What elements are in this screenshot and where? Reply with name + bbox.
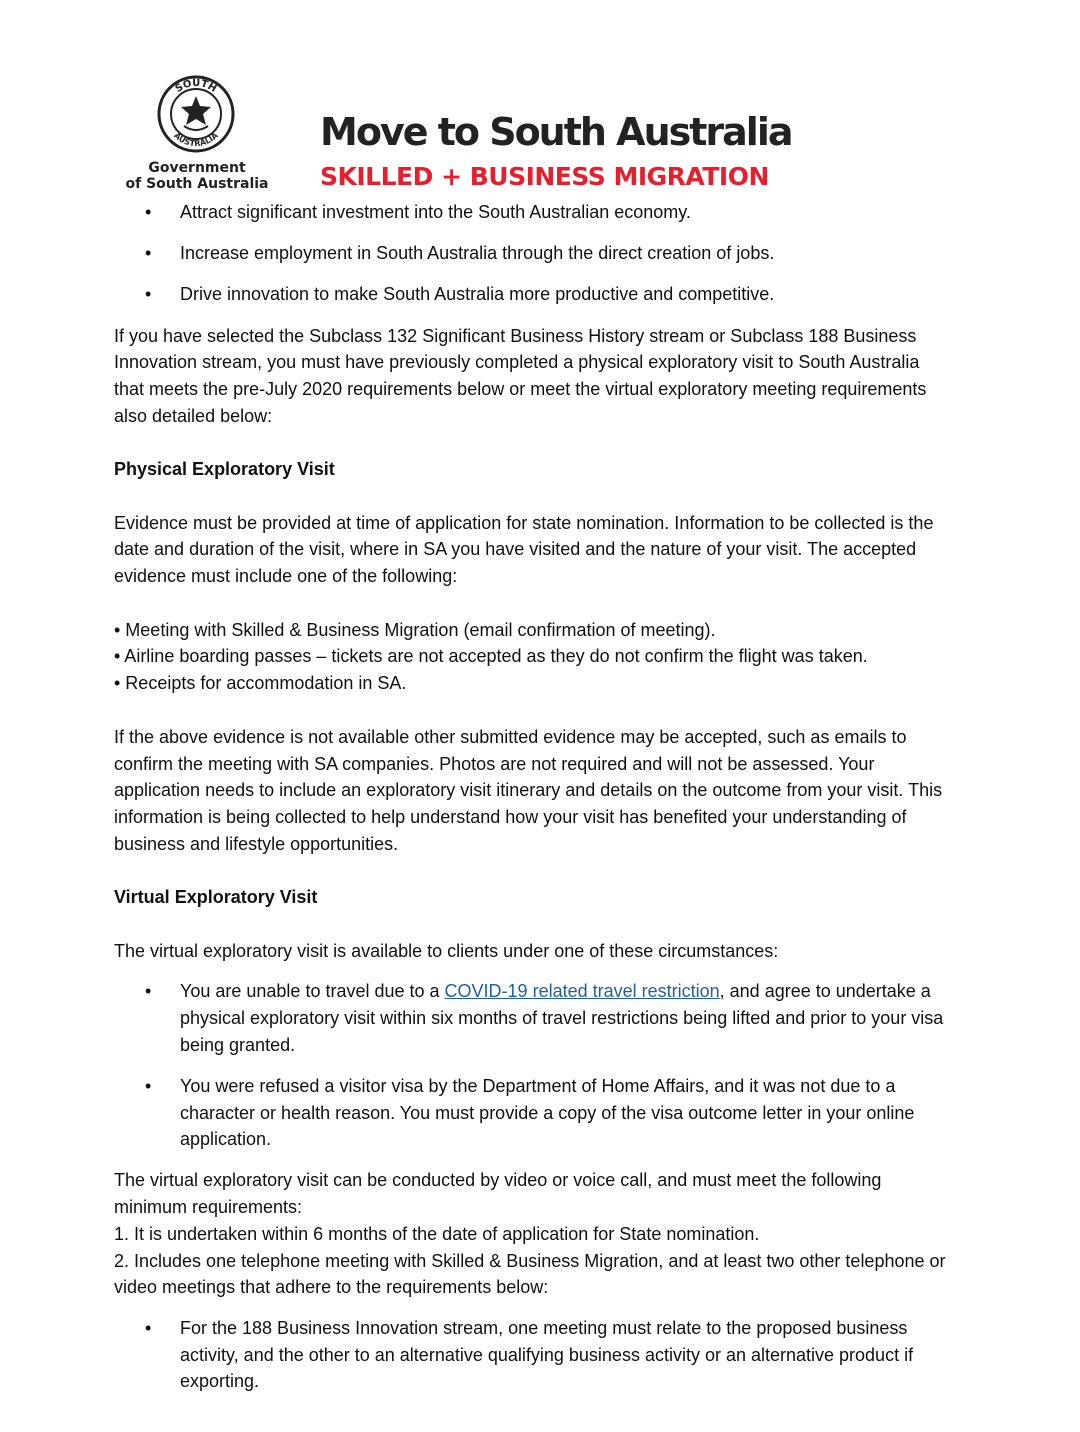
list-item-text: You are unable to travel due to a [180, 981, 445, 1002]
bullet-icon: • [145, 243, 152, 264]
bullet-icon: • [145, 1318, 152, 1338]
covid-travel-restriction-link[interactable]: COVID-19 related travel restriction [444, 981, 720, 1002]
list-item [114, 281, 954, 308]
list-item-text: Attract significant investment into the South Australian economy. [180, 202, 691, 222]
government-crest-logo [156, 74, 236, 154]
brand-subtitle: SKILLED + BUSINESS MIGRATION [320, 162, 769, 191]
crest-bottom-text: AUSTRALIA [172, 130, 220, 149]
list-item [114, 978, 954, 1058]
list-item-text: For the 188 Business Innovation stream, one meeting must relate to the proposed business activity, and the other to an alternative qualifying business activity or an alternative product if exporting. [180, 1318, 914, 1392]
bullet-icon: • [145, 284, 152, 305]
requirements-list [114, 1221, 954, 1301]
list-item-text: Drive innovation to make South Australia more productive and competitive. [180, 284, 775, 305]
list-item: 2. Includes one telephone meeting with Skilled & Business Migration, and at least two other telephone or video meetings that adhere to the requirements below: [114, 1250, 946, 1298]
evidence-list [114, 617, 954, 697]
bullet-icon: • [145, 981, 152, 1002]
list-item [114, 1073, 954, 1153]
list-item: • Receipts for accommodation in SA. [114, 673, 407, 694]
stream-bullet-list [114, 1315, 954, 1395]
list-item: • Meeting with Skilled & Business Migration (email confirmation of meeting). [114, 619, 716, 640]
circumstance-list [114, 978, 954, 1153]
list-item [114, 199, 954, 226]
list-item: • Airline boarding passes – tickets are not accepted as they do not confirm the flight was taken. [114, 646, 868, 667]
virtual-visit-heading: Virtual Exploratory Visit [114, 887, 318, 908]
document-body [114, 199, 954, 1410]
list-item: 1. It is undertaken within 6 months of the date of application for State nomination. [114, 1223, 760, 1244]
gov-line-1: Government [148, 160, 246, 176]
intro-bullet-list [114, 199, 954, 308]
physical-visit-paragraph: Evidence must be provided at time of application for state nomination. Information to be collected is the date and duration of the visit, where in SA you have visited and the nature of your visit. The accepted evidence must include one of the following: [114, 512, 934, 587]
government-wordmark [112, 160, 282, 192]
list-item-text: , and agree to undertake a physical exploratory visit within six months of travel restrictions being lifted and prior to your visa being granted. [180, 981, 944, 1055]
virtual-visit-intro: The virtual exploratory visit is available to clients under one of these circumstances: [114, 940, 779, 961]
bullet-icon: • [145, 1075, 152, 1096]
list-item-text: You were refused a visitor visa by the Department of Home Affairs, and it was not due to a character or health reason. You must provide a copy of the visa outcome letter in your online application. [180, 1075, 915, 1150]
list-item [114, 240, 954, 267]
physical-visit-paragraph-2: If the above evidence is not available other submitted evidence may be accepted, such as emails to confirm the meeting with SA companies. Photos are not required and will not be assessed. Your application needs to include an exploratory visit itinerary and details on the outcome from your visit. This information is being collected to help understand how your visit has benefited your understanding of business and lifestyle opportunities. [114, 726, 943, 854]
gov-line-2: of South Australia [125, 176, 269, 192]
page-header [112, 68, 832, 198]
list-item-text: Increase employment in South Australia through the direct creation of jobs. [180, 243, 775, 264]
intro-paragraph: If you have selected the Subclass 132 Significant Business History stream or Subclass 188 Business Innovation stream, you must have previously completed a physical exploratory visit to South Australia that meets the pre-July 2020 requirements below or meet the virtual exploratory meeting requirements also detailed below: [114, 325, 927, 426]
physical-visit-heading: Physical Exploratory Visit [114, 459, 335, 480]
requirements-intro: The virtual exploratory visit can be conducted by video or voice call, and must meet the following minimum requirements: [114, 1170, 882, 1218]
bullet-icon: • [145, 202, 152, 222]
list-item [114, 1315, 954, 1395]
crest-top-text: SOUTH [173, 77, 219, 95]
brand-title: Move to South Australia [320, 110, 792, 154]
